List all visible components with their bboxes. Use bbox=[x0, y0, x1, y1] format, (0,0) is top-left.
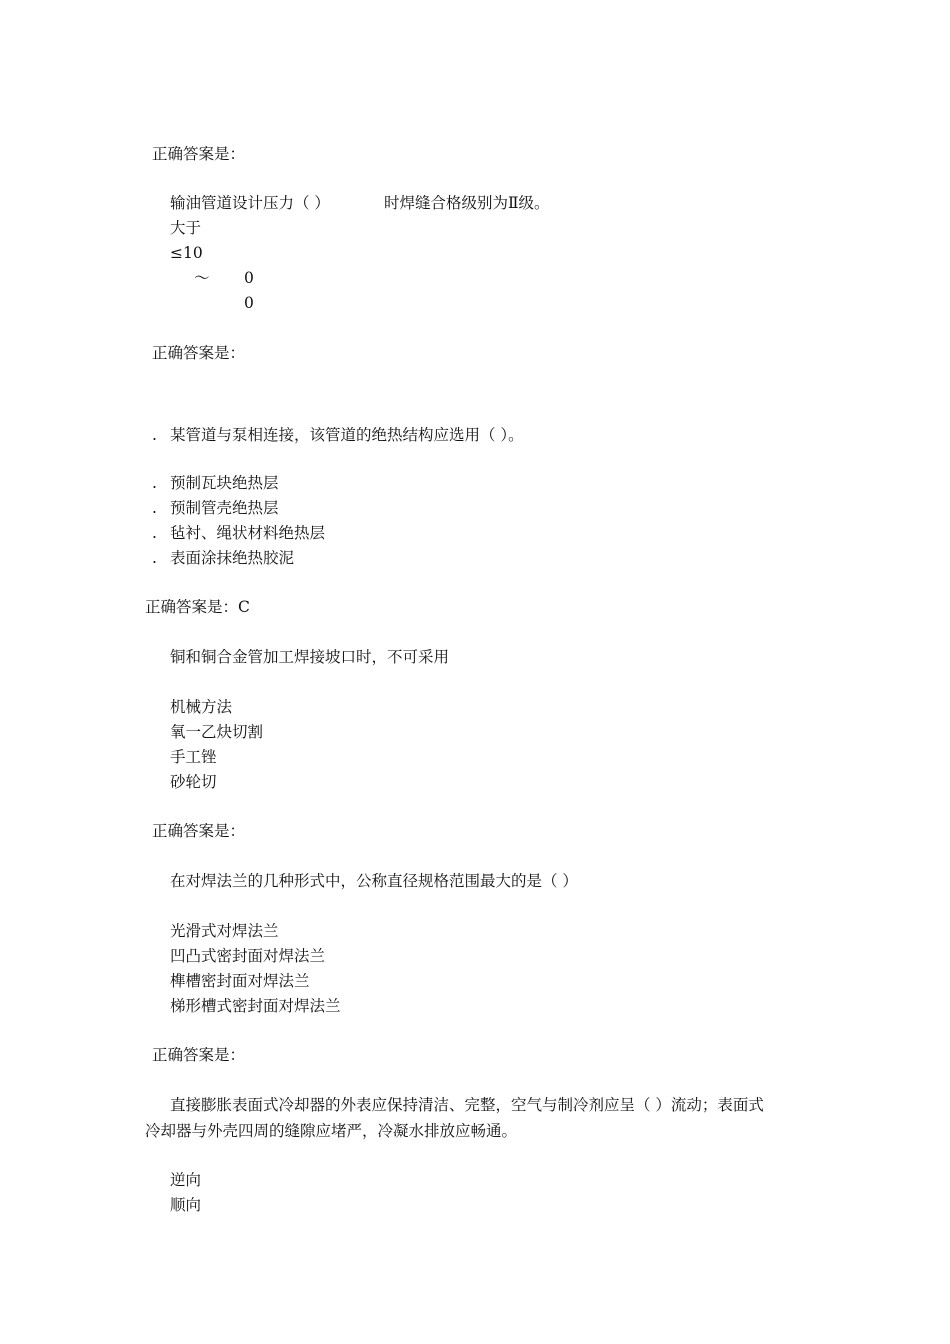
question-5-option: 顺向 bbox=[170, 1196, 202, 1214]
answer-label: 正确答案是： bbox=[152, 1046, 246, 1064]
option-bullet: . bbox=[152, 499, 157, 517]
question-4-option: 梯形槽式密封面对焊法兰 bbox=[170, 997, 341, 1015]
question-4-prompt: 在对焊法兰的几种形式中，公称直径规格范围最大的是（ ） bbox=[170, 872, 578, 890]
question-2-option: 表面涂抹绝热胶泥 bbox=[170, 549, 295, 567]
question-2-answer: 正确答案是：C bbox=[145, 598, 250, 616]
question-4-option: 榫槽密封面对焊法兰 bbox=[170, 972, 310, 990]
question-5-prompt-line-2: 冷却器与外壳四周的缝隙应堵严，冷凝水排放应畅通。 bbox=[145, 1122, 518, 1140]
question-2-option: 预制管壳绝热层 bbox=[170, 499, 279, 517]
question-1-zero: 0 bbox=[244, 269, 254, 287]
answer-label: 正确答案是： bbox=[152, 344, 246, 362]
question-5-prompt-line-1: 直接膨胀表面式冷却器的外表应保持清洁、完整，空气与制冷剂应呈（ ）流动；表面式 bbox=[170, 1096, 764, 1114]
question-1-prompt-part-a: 输油管道设计压力（ ） bbox=[170, 194, 330, 212]
question-4-option: 凹凸式密封面对焊法兰 bbox=[170, 947, 326, 965]
question-2-option: 预制瓦块绝热层 bbox=[170, 474, 279, 492]
question-1-option: ≤10 bbox=[170, 244, 203, 262]
answer-label: 正确答案是： bbox=[152, 822, 246, 840]
question-2-option: 毡衬、绳状材料绝热层 bbox=[170, 524, 326, 542]
question-1-zero: 0 bbox=[244, 294, 254, 312]
question-2-prompt: 某管道与泵相连接，该管道的绝热结构应选用（ ）。 bbox=[170, 426, 524, 444]
question-1-tilde: ～ bbox=[194, 269, 210, 287]
question-4-option: 光滑式对焊法兰 bbox=[170, 922, 279, 940]
answer-label: 正确答案是： bbox=[152, 145, 246, 163]
question-5-option: 逆向 bbox=[170, 1171, 202, 1189]
question-3-option: 机械方法 bbox=[170, 698, 233, 716]
option-bullet: . bbox=[152, 474, 157, 492]
option-bullet: . bbox=[152, 524, 157, 542]
question-2-bullet: . bbox=[152, 426, 157, 444]
question-3-option: 手工锉 bbox=[170, 748, 217, 766]
question-3-option: 砂轮切 bbox=[170, 773, 217, 791]
option-bullet: . bbox=[152, 549, 157, 567]
question-3-option: 氧一乙炔切割 bbox=[170, 723, 264, 741]
question-1-option: 大于 bbox=[170, 219, 202, 237]
question-3-prompt: 铜和铜合金管加工焊接坡口时，不可采用 bbox=[170, 648, 450, 666]
question-1-prompt-part-b: 时焊缝合格级别为Ⅱ级。 bbox=[384, 194, 550, 212]
